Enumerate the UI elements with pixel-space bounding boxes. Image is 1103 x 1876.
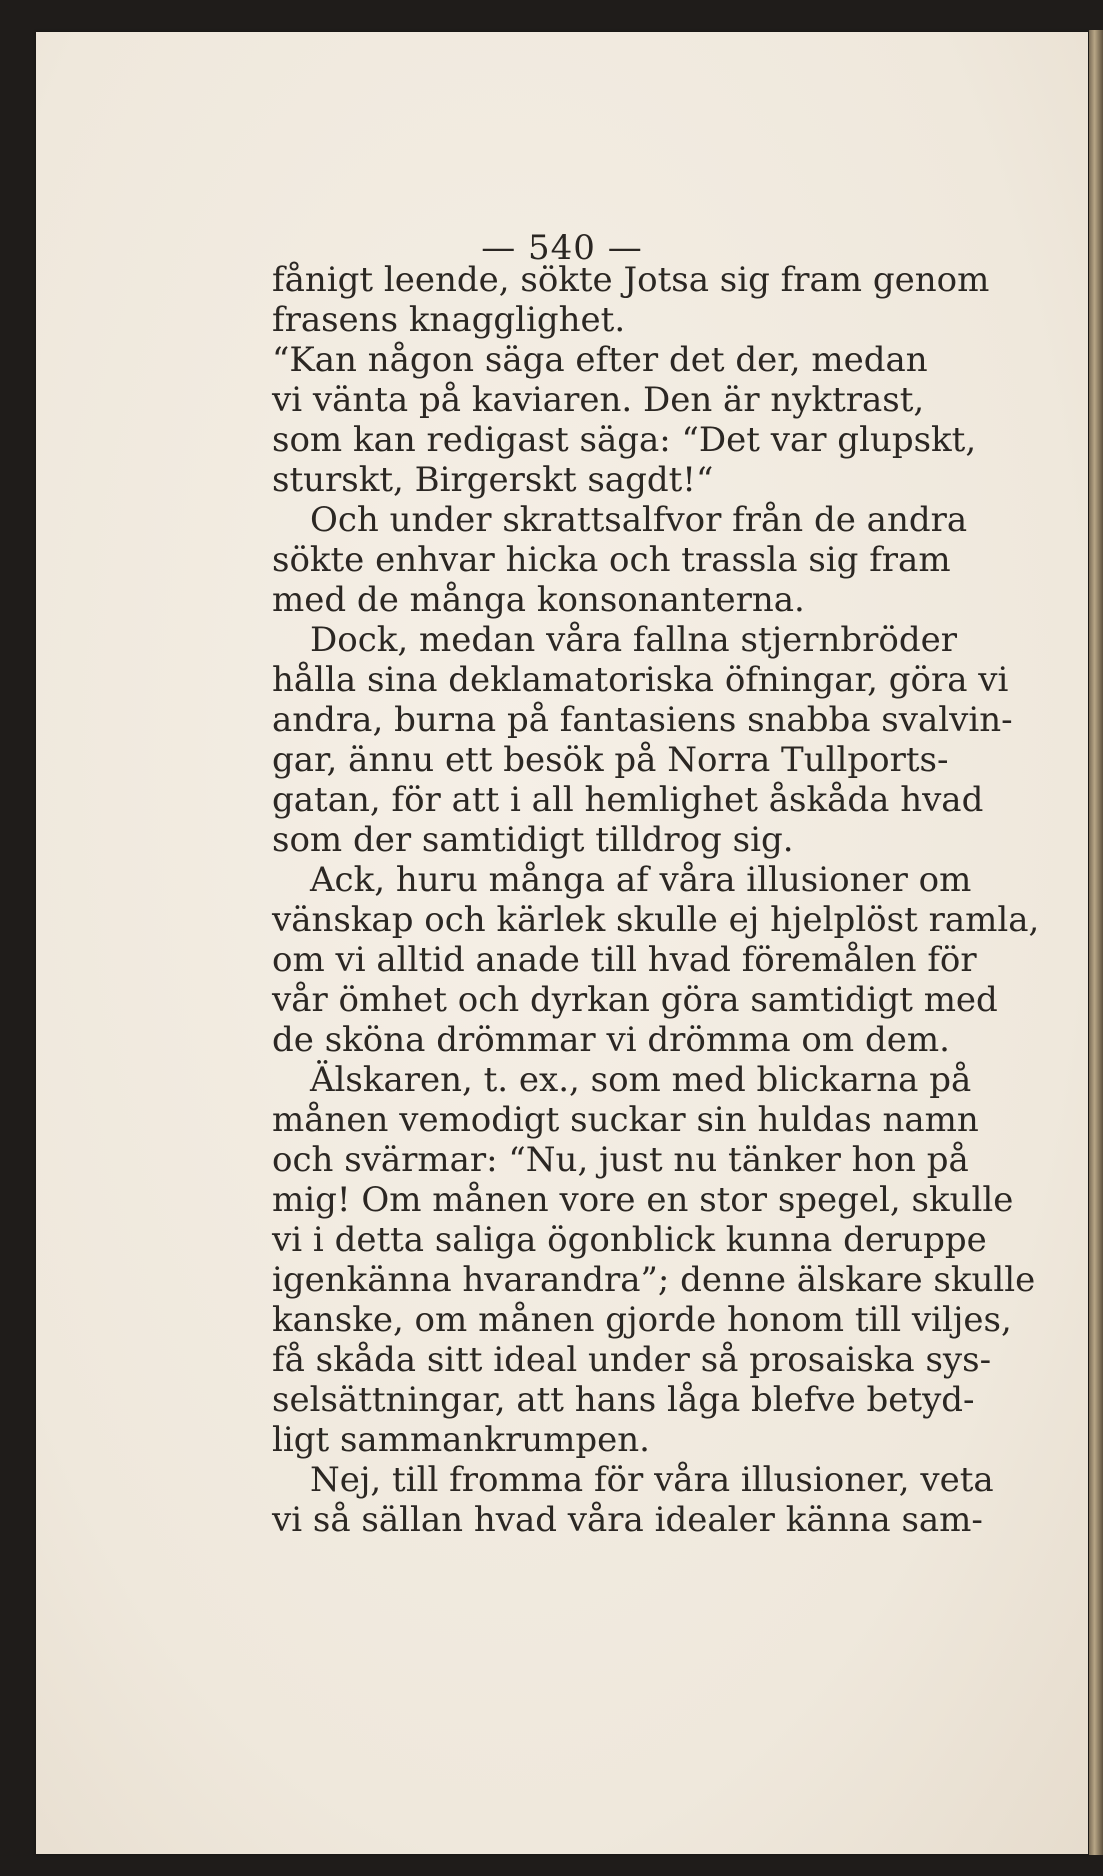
text-line: vi i detta saliga ögonblick kunna deruppe	[272, 1220, 987, 1260]
text-line: som der samtidigt tilldrog sig.	[272, 820, 794, 860]
text-line: fånigt leende, sökte Jotsa sig fram genom	[272, 260, 990, 300]
text-line: om vi alltid anade till hvad föremålen för	[272, 940, 977, 980]
text-line: hålla sina deklamatoriska öfningar, göra vi	[272, 660, 1009, 700]
text-line: Dock, medan våra fallna stjernbröder	[310, 620, 958, 660]
text-line: vänskap och kärlek skulle ej hjelplöst ramla,	[272, 900, 1040, 940]
text-line: med de många konsonanterna.	[272, 580, 805, 620]
text-line: gar, ännu ett besök på Norra Tullports-	[272, 740, 949, 780]
text-line: mig! Om månen vore en stor spegel, skulle	[272, 1180, 1014, 1220]
text-line: andra, burna på fantasiens snabba svalvin-	[272, 700, 1013, 740]
page-number: — 540 —	[481, 228, 643, 268]
text-line: få skåda sitt ideal under så prosaiska sys-	[272, 1340, 992, 1380]
text-line: månen vemodigt suckar sin huldas namn	[272, 1100, 979, 1140]
text-line: sturskt, Birgerskt sagdt!“	[272, 460, 714, 500]
text-line: som kan redigast säga: “Det var glupskt,	[272, 420, 977, 460]
text-line: Nej, till fromma för våra illusioner, veta	[310, 1460, 994, 1500]
text-line: igenkänna hvarandra”; denne älskare skulle	[272, 1260, 1036, 1300]
text-line: frasens knagglighet.	[272, 300, 626, 340]
text-line: och svärmar: “Nu, just nu tänker hon på	[272, 1140, 969, 1180]
text-line: Älskaren, t. ex., som med blickarna på	[310, 1060, 972, 1100]
text-line: kanske, om månen gjorde honom till viljes,	[272, 1300, 1012, 1340]
text-line: ligt sammankrumpen.	[272, 1420, 650, 1460]
text-line: selsättningar, att hans låga blefve betyd-	[272, 1380, 975, 1420]
text-line: de sköna drömmar vi drömma om dem.	[272, 1020, 950, 1060]
text-line: vi vänta på kaviaren. Den är nyktrast,	[272, 380, 925, 420]
text-line: gatan, för att i all hemlighet åskåda hvad	[272, 780, 984, 820]
text-line: Ack, huru många af våra illusioner om	[310, 860, 972, 900]
text-line: “Kan någon säga efter det der, medan	[272, 340, 928, 380]
text-line: vi så sällan hvad våra idealer känna sam-	[272, 1500, 983, 1540]
text-line: Och under skrattsalfvor från de andra	[310, 500, 968, 540]
text-line: vår ömhet och dyrkan göra samtidigt med	[272, 980, 998, 1020]
text-line: sökte enhvar hicka och trassla sig fram	[272, 540, 951, 580]
body-text	[272, 260, 1103, 1540]
